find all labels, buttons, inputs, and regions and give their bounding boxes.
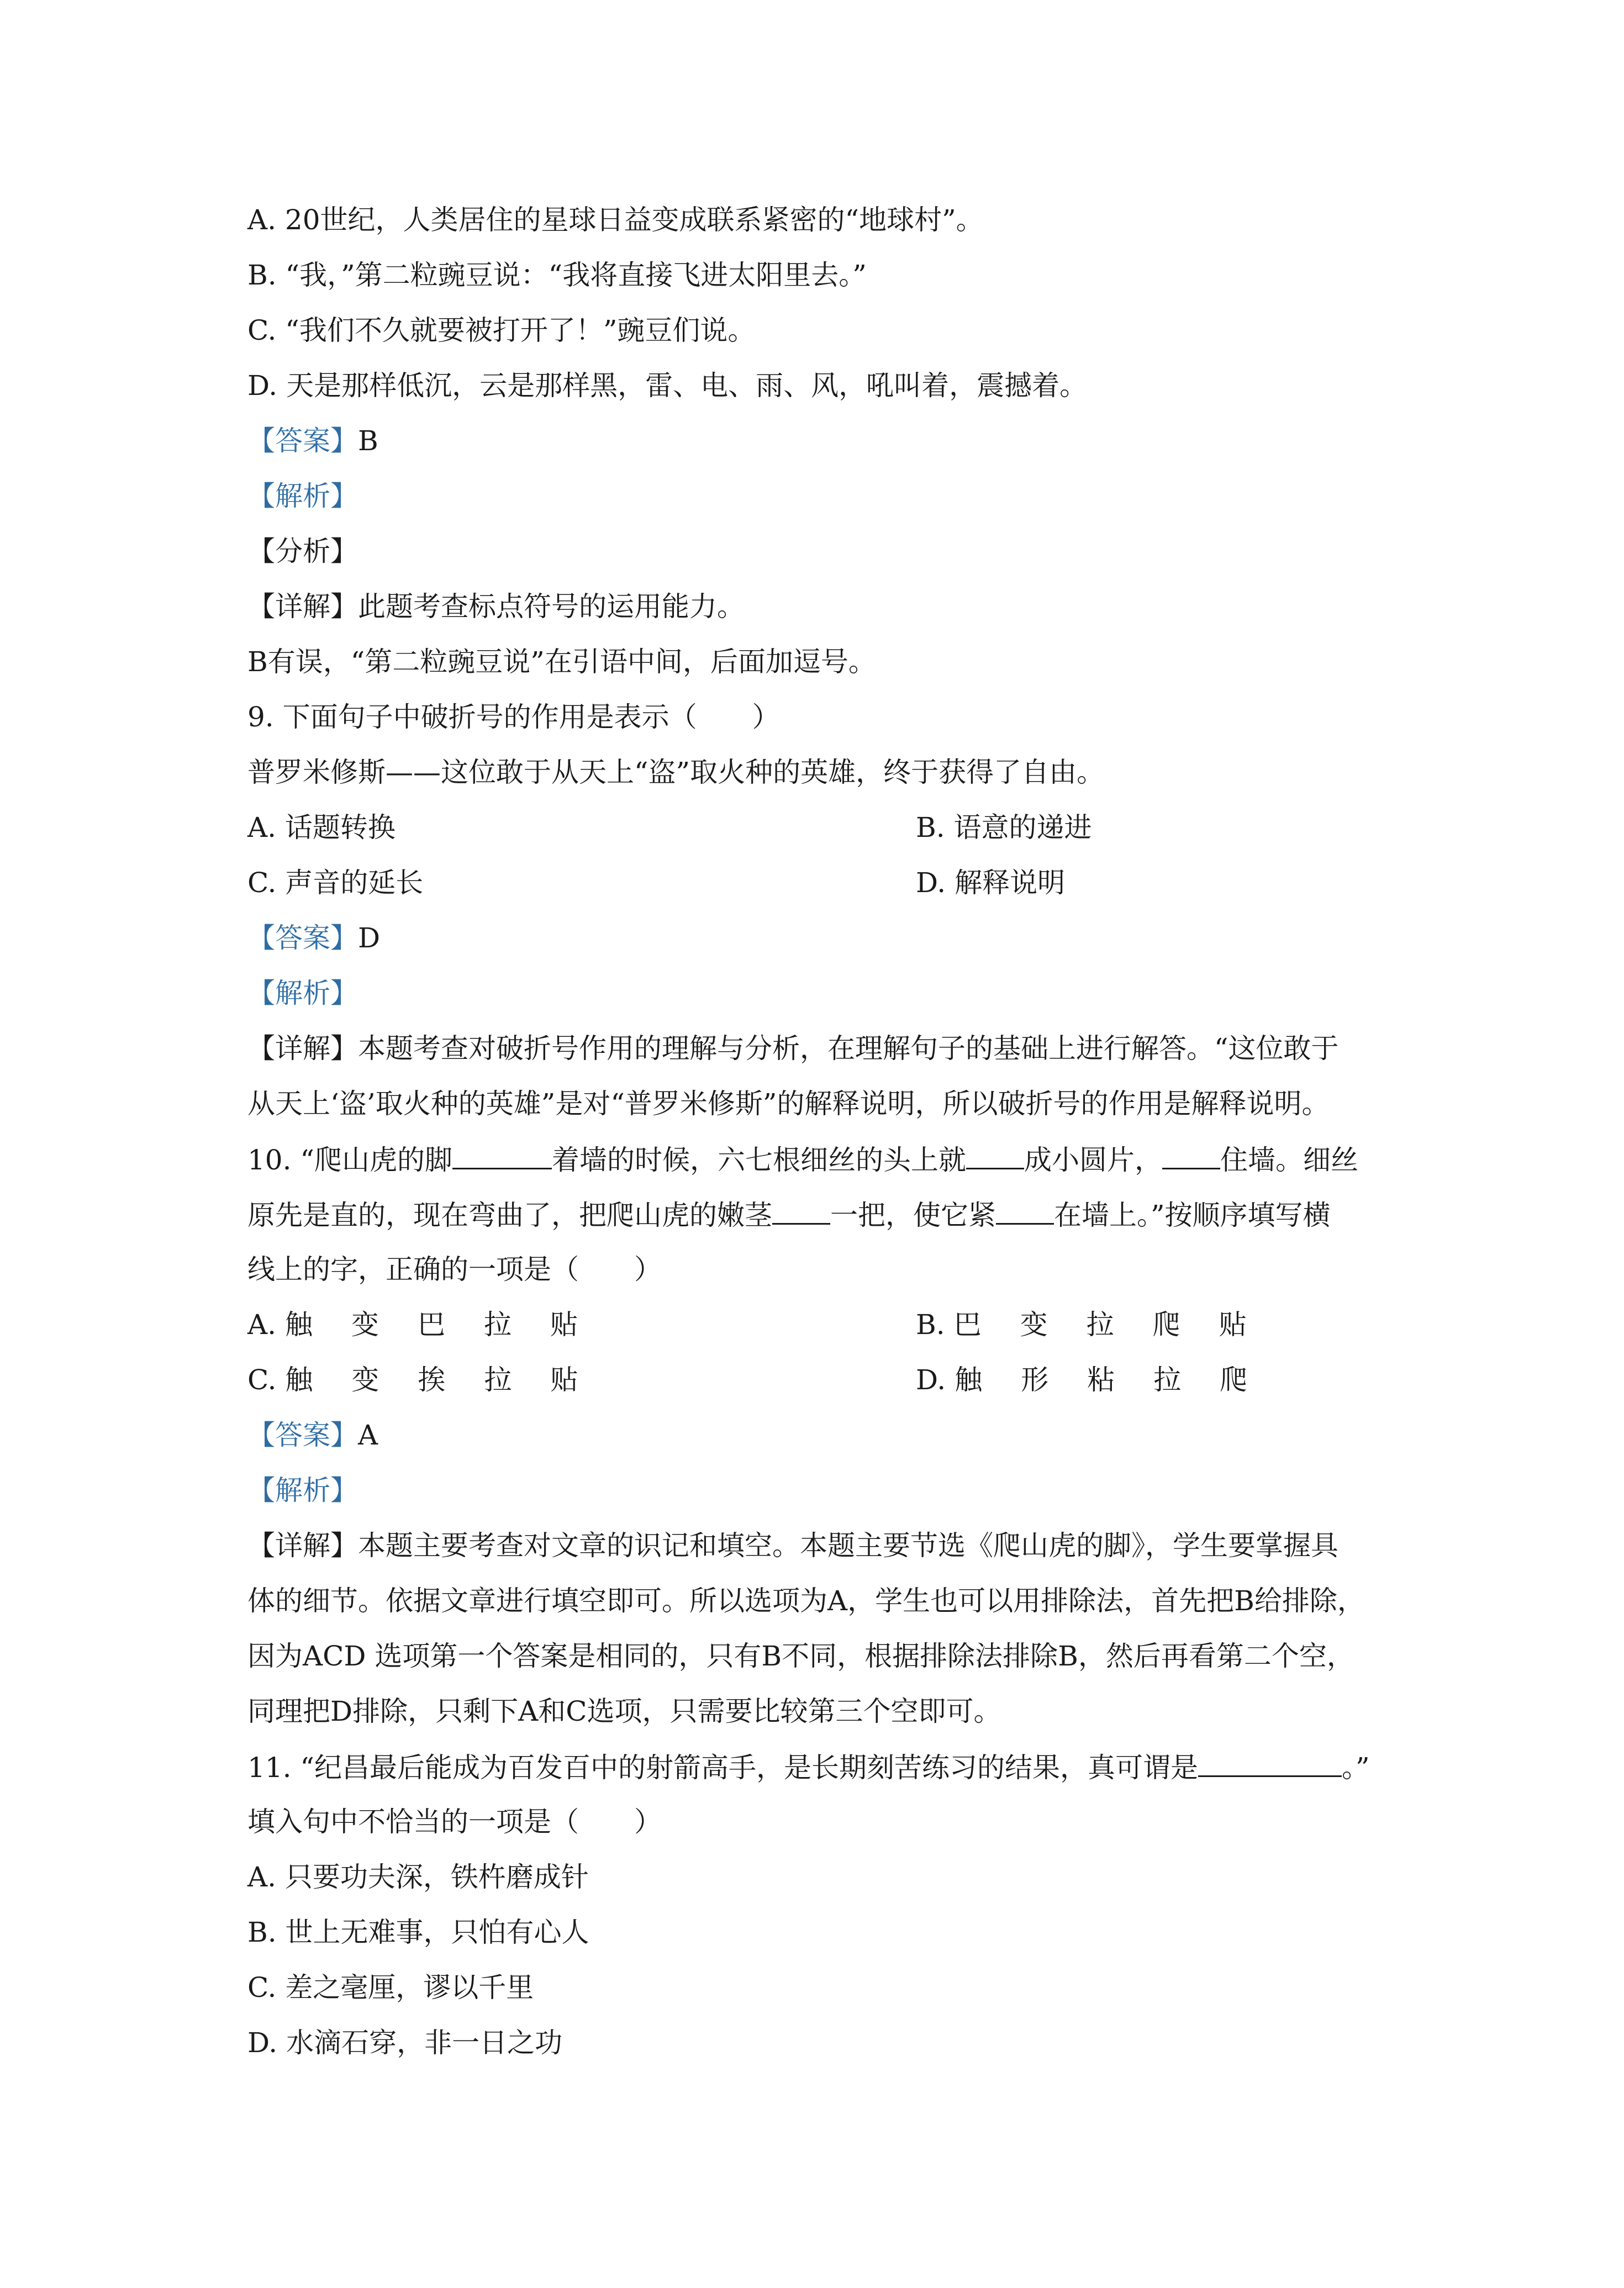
q11-option-a: A. 只要功夫深，铁杵磨成针 <box>247 1861 589 1893</box>
answer-value: A <box>358 1419 378 1451</box>
q9-detail-line-1: 【详解】本题考查对破折号作用的理解与分析，在理解句子的基础上进行解答。“这位敢于 <box>247 1032 1339 1064</box>
q10-option-d <box>916 1363 1286 1396</box>
fill-blank <box>772 1198 830 1225</box>
q11-text: 11. “纪昌最后能成为百发百中的射箭高手，是长期刻苦练习的结果，真可谓是 <box>247 1752 1198 1784</box>
option-char: 触 <box>285 1309 313 1341</box>
answer-tag: 【答案】 <box>247 425 358 457</box>
fill-blank <box>996 1198 1054 1225</box>
q10-detail-line-3: 因为ACD 选项第一个答案是相同的，只有B不同，根据排除法排除B，然后再看第二个空， <box>247 1640 1354 1672</box>
q11-option-d: D. 水滴石穿，非一日之功 <box>247 2027 563 2059</box>
q10-text: 着墙的时候，六七根细丝的头上就 <box>551 1144 966 1176</box>
fill-blank <box>1198 1750 1342 1777</box>
q8-answer <box>247 424 1391 457</box>
option-label: A. <box>247 1309 277 1341</box>
option-label: C. <box>247 1364 277 1396</box>
option-char: 触 <box>955 1364 983 1396</box>
q9-sentence: 普罗米修斯——这位敢于从天上“盗”取火种的英雄，终于获得了自由。 <box>247 756 1105 788</box>
option-char: 挨 <box>418 1364 446 1396</box>
document-page <box>247 188 1391 2059</box>
q10-option-a <box>247 1308 916 1341</box>
answer-value: D <box>358 922 381 954</box>
q10-stem-line-3: 线上的字，正确的一项是（ ） <box>247 1253 662 1285</box>
q10-detail-line-2: 体的细节。依据文章进行填空即可。所以选项为A，学生也可以用排除法，首先把B给排除， <box>247 1585 1365 1617</box>
option-label: D. <box>916 1364 946 1396</box>
fill-blank <box>1162 1142 1220 1169</box>
q9-answer <box>247 921 1391 955</box>
q10-text: 成小圆片， <box>1024 1144 1162 1176</box>
option-char: 贴 <box>550 1309 578 1341</box>
q10-answer <box>247 1419 1391 1452</box>
option-label: B. <box>916 1309 945 1341</box>
option-char: 巴 <box>418 1309 446 1341</box>
option-char: 爬 <box>1220 1364 1248 1396</box>
answer-value: B <box>358 425 378 457</box>
option-char: 拉 <box>1086 1309 1114 1341</box>
option-char: 爬 <box>1152 1309 1180 1341</box>
option-char: 触 <box>285 1364 313 1396</box>
q8-detail: 【详解】此题考查标点符号的运用能力。 <box>247 591 745 623</box>
q11-option-c: C. 差之毫厘，谬以千里 <box>247 1971 534 2004</box>
q8-analysis-tag: 【解析】 <box>247 480 358 512</box>
q10-option-b <box>916 1308 1285 1341</box>
fill-blank <box>452 1142 552 1169</box>
option-char: 贴 <box>550 1364 578 1396</box>
option-char: 巴 <box>953 1309 982 1341</box>
q8-option-b: B. “我，”第二粒豌豆说：“我将直接飞进太阳里去。” <box>247 259 867 291</box>
option-char: 拉 <box>1153 1364 1182 1396</box>
q9-option-b: B. 语意的递进 <box>916 811 1092 843</box>
q9-option-c: C. 声音的延长 <box>247 867 424 899</box>
q9-detail-line-2: 从天上‘盗’取火种的英雄”是对“普罗米修斯”的解释说明，所以破折号的作用是解释说明。 <box>247 1088 1330 1120</box>
q10-text: 住墙。细丝 <box>1220 1144 1358 1176</box>
q10-text: 原先是直的，现在弯曲了，把爬山虎的嫩茎 <box>247 1199 772 1231</box>
option-char: 贴 <box>1219 1309 1247 1341</box>
q10-analysis-tag: 【解析】 <box>247 1474 358 1506</box>
option-char: 粘 <box>1087 1364 1115 1396</box>
answer-tag: 【答案】 <box>247 922 358 954</box>
option-char: 形 <box>1021 1364 1049 1396</box>
q8-option-d: D. 天是那样低沉，云是那样黑，雷、电、雨、风，吼叫着，震撼着。 <box>247 370 1088 402</box>
q9-options-row-2 <box>247 866 1391 899</box>
q10-options-row-2 <box>247 1363 1391 1396</box>
q10-detail-line-1: 【详解】本题主要考查对文章的识记和填空。本题主要节选《爬山虎的脚》，学生要掌握具 <box>247 1530 1338 1562</box>
q9-option-d: D. 解释说明 <box>916 867 1066 899</box>
q9-option-a: A. 话题转换 <box>247 811 396 843</box>
option-char: 变 <box>351 1364 379 1396</box>
q11-stem-line-2: 填入句中不恰当的一项是（ ） <box>247 1806 662 1838</box>
q10-stem-line-1 <box>247 1142 1391 1175</box>
q11-text: 。” <box>1341 1752 1370 1784</box>
option-char: 拉 <box>484 1309 512 1341</box>
q10-text: 一把，使它紧 <box>830 1199 996 1231</box>
q10-text: 10. “爬山虎的脚 <box>247 1144 452 1176</box>
q11-option-b: B. 世上无难事，只怕有心人 <box>247 1916 589 1948</box>
q10-detail-line-4: 同理把D排除，只剩下A和C选项，只需要比较第三个空即可。 <box>247 1695 1001 1727</box>
option-char: 变 <box>351 1309 379 1341</box>
q10-option-c <box>247 1363 916 1396</box>
fill-blank <box>966 1142 1024 1169</box>
q8-fenxi: 【分析】 <box>247 535 358 567</box>
option-char: 拉 <box>484 1364 512 1396</box>
q8-option-a: A. 20世纪，人类居住的星球日益变成联系紧密的“地球村”。 <box>247 204 984 236</box>
option-char: 变 <box>1020 1309 1048 1341</box>
q8-option-c: C. “我们不久就要被打开了！”豌豆们说。 <box>247 314 756 346</box>
q11-stem-line-1 <box>247 1750 1391 1783</box>
q10-options-row-1 <box>247 1308 1391 1341</box>
q8-detail-2: B有误，“第二粒豌豆说”在引语中间，后面加逗号。 <box>247 646 876 678</box>
q9-options-row-1 <box>247 811 1391 844</box>
answer-tag: 【答案】 <box>247 1419 358 1451</box>
q9-analysis-tag: 【解析】 <box>247 977 358 1009</box>
q10-text: 在墙上。”按顺序填写横 <box>1054 1199 1331 1231</box>
q10-stem-line-2 <box>247 1198 1391 1231</box>
q9-stem: 9. 下面句子中破折号的作用是表示（ ） <box>247 701 780 733</box>
